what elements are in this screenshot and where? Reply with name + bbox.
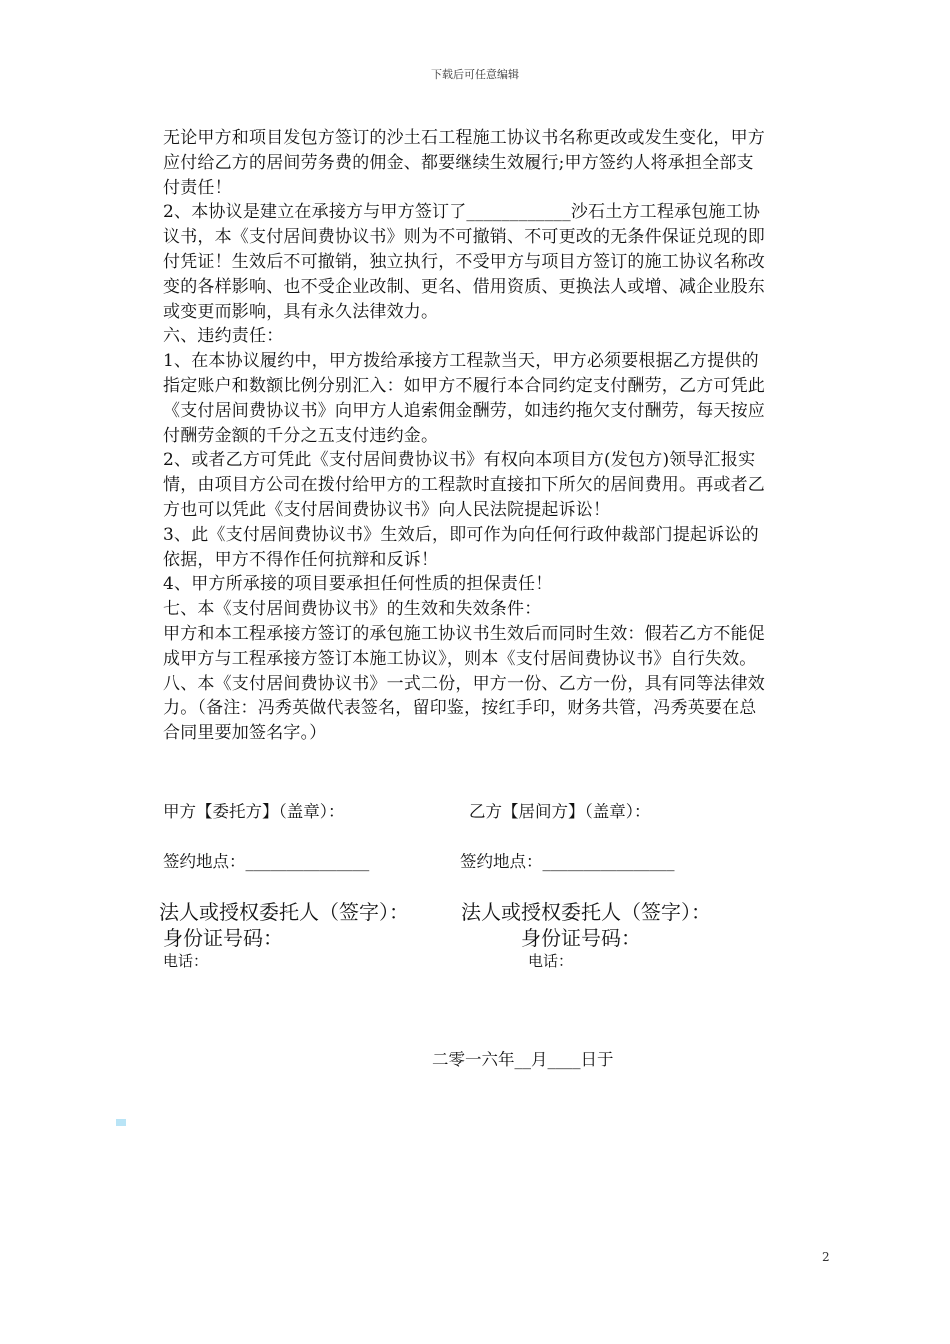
party-a-place-field: 签约地点：_______________ xyxy=(163,852,370,871)
body-line: 议书，本《支付居间费协议书》则为不可撤销、不可更改的无条件保证兑现的即 xyxy=(163,227,765,248)
body-line: 成甲方与工程承接方签订本施工协议》，则本《支付居间费协议书》自行失效。 xyxy=(163,648,757,669)
body-line: 合同里要加签名字。） xyxy=(163,723,327,744)
body-line: 2、或者乙方可凭此《支付居间费协议书》有权向本项目方(发包方)领导汇报实 xyxy=(163,450,756,471)
body-line: 付责任！ xyxy=(163,177,232,198)
body-line: 1、在本协议履约中，甲方拨给承接方工程款当天，甲方必须要根据乙方提供的 xyxy=(163,351,759,372)
party-b-id-label: 身份证号码： xyxy=(521,926,641,950)
body-line: 八、本《支付居间费协议书》一式二份，甲方一份、乙方一份，具有同等法律效 xyxy=(163,673,765,694)
header-note: 下载后可任意编辑 xyxy=(431,68,519,81)
party-a-phone-label: 电话： xyxy=(163,952,209,970)
body-line: 依据，甲方不得作任何抗辩和反诉！ xyxy=(163,549,439,570)
body-line: 无论甲方和项目发包方签订的沙土石工程施工协议书名称更改或发生变化，甲方 xyxy=(163,128,765,148)
body-line: 《支付居间费协议书》向甲方人追索佣金酬劳，如违约拖欠支付酬劳，每天按应 xyxy=(163,400,765,421)
body-line: 应付给乙方的居间劳务费的佣金、都要继续生效履行;甲方签约人将承担全部支 xyxy=(163,152,754,173)
body-line: 付凭证！生效后不可撤销，独立执行，不受甲方与项目方签订的施工协议名称改 xyxy=(163,251,765,272)
body-line: 3、此《支付居间费协议书》生效后，即可作为向任何行政仲裁部门提起诉讼的 xyxy=(163,524,759,545)
body-line: 甲方和本工程承接方签订的承包施工协议书生效后而同时生效：假若乙方不能促 xyxy=(163,623,765,644)
section-heading: 七、本《支付居间费协议书》的生效和失效条件： xyxy=(163,599,542,620)
party-b-place-field: 签约地点：________________ xyxy=(460,852,675,871)
text-cursor-marker xyxy=(116,1119,126,1126)
signing-date: 二零一六年__月____日于 xyxy=(432,1050,614,1069)
body-line: 付酬劳金额的千分之五支付违约金。 xyxy=(163,425,439,446)
body-line: 情，由项目方公司在拨付给甲方的工程款时直接扣下所欠的居间费用。再或者乙 xyxy=(163,475,765,496)
party-a-rep-label: 法人或授权委托人（签字）： xyxy=(159,900,409,924)
body-line: 或变更而影响，具有永久法律效力。 xyxy=(163,301,439,322)
page-number: 2 xyxy=(822,1250,830,1264)
body-line: 力。（备注：冯秀英做代表签名，留印鉴，按红手印，财务共管，冯秀英要在总 xyxy=(163,698,757,719)
party-a-seal-label: 甲方【委托方】（盖章）： xyxy=(163,802,345,821)
body-line: 变的各样影响、也不受企业改制、更名、借用资质、更换法人或增、减企业股东 xyxy=(163,276,765,297)
section-heading: 六、违约责任： xyxy=(163,326,284,347)
party-b-phone-label: 电话： xyxy=(528,952,574,970)
body-line: 方也可以凭此《支付居间费协议书》向人民法院提起诉讼！ xyxy=(163,499,611,520)
body-line: 2、本协议是建立在承接方与甲方签订了____________沙石土方工程承包施工协 xyxy=(163,202,761,223)
body-line: 4、甲方所承接的项目要承担任何性质的担保责任！ xyxy=(163,574,553,595)
body-line: 指定账户和数额比例分别汇入：如甲方不履行本合同约定支付酬劳，乙方可凭此 xyxy=(163,375,765,396)
party-a-id-label: 身份证号码： xyxy=(163,926,283,950)
party-b-rep-label: 法人或授权委托人（签字）： xyxy=(461,900,711,924)
agreement-body xyxy=(163,126,843,746)
party-b-seal-label: 乙方【居间方】（盖章）： xyxy=(469,802,651,821)
